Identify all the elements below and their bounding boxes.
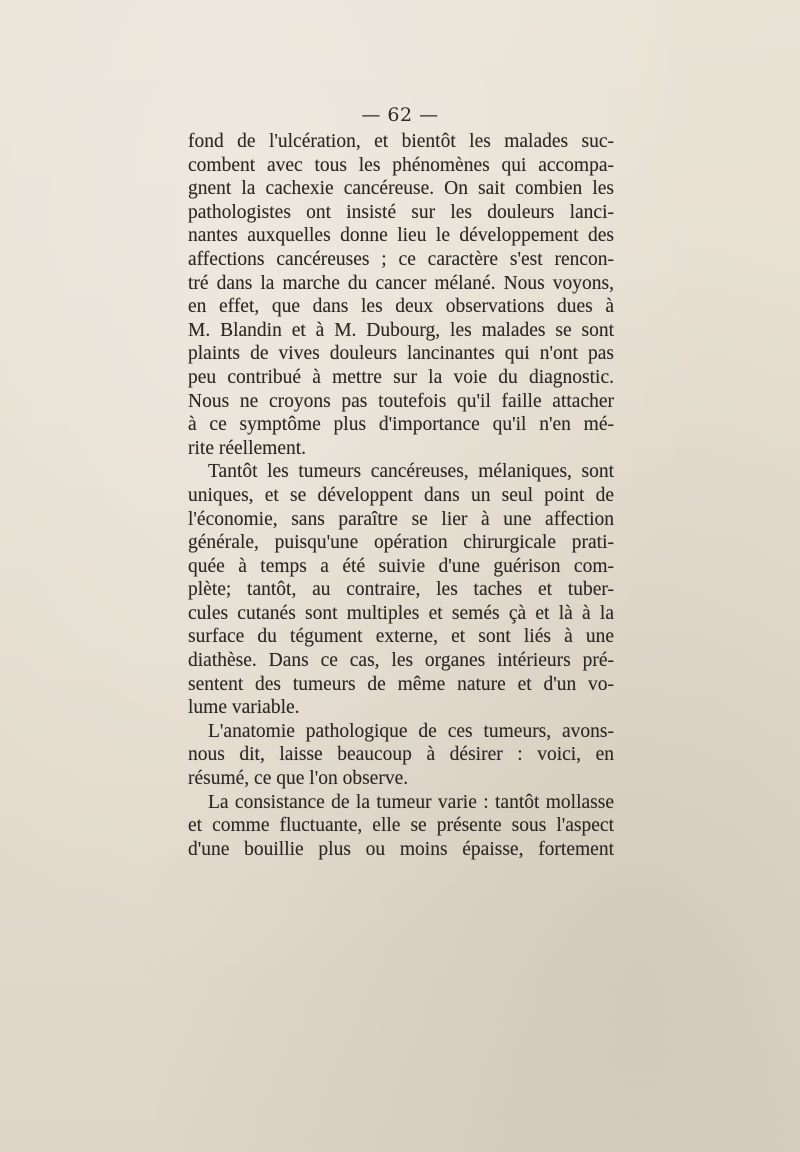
text-line: diathèse. Dans ce cas, les organes intérieurs pré-: [188, 650, 614, 672]
paragraph: [188, 460, 614, 720]
text-line: nantes auxquelles donne lieu le développement des: [188, 225, 614, 247]
text-line: Tantôt les tumeurs cancéreuses, mélaniques, sont: [208, 461, 614, 483]
text-line: plaints de vives douleurs lancinantes qui n'ont pas: [188, 343, 614, 365]
text-line: peu contribué à mettre sur la voie du diagnostic.: [188, 366, 614, 388]
text-line: M. Blandin et à M. Dubourg, les malades se sont: [188, 319, 614, 341]
text-line: La consistance de la tumeur varie : tantôt mollasse: [208, 791, 614, 813]
text-line: en effet, que dans les deux observations dues à: [188, 296, 614, 318]
paragraph: [188, 130, 614, 460]
paragraph: [188, 720, 614, 791]
text-line: affections cancéreuses ; ce caractère s'est rencon-: [188, 248, 614, 270]
text-line: cules cutanés sont multiples et semés çà et là à la: [188, 602, 614, 624]
text-line: uniques, et se développent dans un seul point de: [188, 484, 614, 506]
paragraph: [188, 791, 614, 862]
text-line: pathologistes ont insisté sur les douleurs lanci-: [188, 201, 614, 223]
text-line: L'anatomie pathologique de ces tumeurs, avons-: [208, 720, 614, 742]
text-line: quée à temps a été suivie d'une guérison com-: [188, 555, 614, 577]
text-line: nous dit, laisse beaucoup à désirer : voici, en: [188, 744, 614, 766]
page-number: — 62 —: [361, 104, 439, 126]
text-line: Nous ne croyons pas toutefois qu'il faille attacher: [188, 390, 614, 412]
text-line: lume variable.: [188, 697, 300, 719]
text-line: d'une bouillie plus ou moins épaisse, fortement: [188, 838, 614, 860]
body-text: [188, 130, 614, 861]
text-line: sentent des tumeurs de même nature et d'un vo-: [188, 673, 614, 695]
text-line: à ce symptôme plus d'importance qu'il n'en mé-: [188, 414, 614, 436]
text-line: surface du tégument externe, et sont liés à une: [188, 626, 614, 648]
text-line: résumé, ce que l'on observe.: [188, 768, 409, 790]
text-line: gnent la cachexie cancéreuse. On sait combien les: [188, 178, 614, 200]
text-line: l'économie, sans paraître se lier à une affection: [188, 508, 614, 530]
text-line: plète; tantôt, au contraire, les taches et tuber-: [188, 579, 614, 601]
text-line: tré dans la marche du cancer mélané. Nous voyons,: [188, 272, 614, 294]
text-line: et comme fluctuante, elle se présente sous l'aspect: [188, 815, 614, 837]
text-line: combent avec tous les phénomènes qui accompa-: [188, 154, 614, 176]
text-line: générale, puisqu'une opération chirurgicale prati-: [188, 532, 614, 554]
text-line: fond de l'ulcération, et bientôt les malades suc-: [188, 131, 614, 152]
text-line: rite réellement.: [188, 437, 307, 459]
